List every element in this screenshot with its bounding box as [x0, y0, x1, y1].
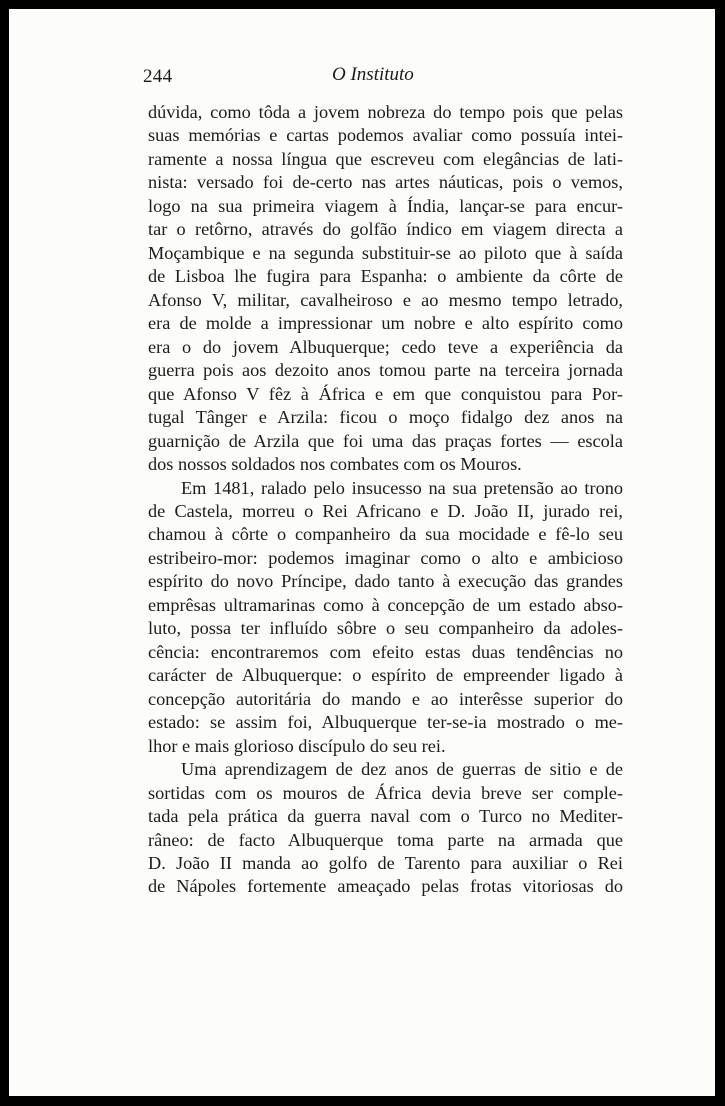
text-line: Afonso V, militar, cavalheiroso e ao mesmo tempo letrado, — [148, 289, 623, 310]
text-line: lhor e mais glorioso discípulo do seu rei. — [148, 735, 446, 756]
text-line: de Lisboa lhe fugira para Espanha: o ambiente da côrte de — [148, 266, 623, 287]
text-line: D. João II manda ao golfo de Tarento para auxiliar o Rei — [148, 853, 623, 873]
paragraph-1 — [148, 101, 623, 477]
text-line: suas memórias e cartas podemos avaliar como possuía intei- — [148, 125, 623, 146]
journal-title: O Instituto — [332, 64, 414, 85]
text-line: sortidas com os mouros de África devia breve ser comple- — [148, 782, 623, 803]
text-line: espírito do novo Príncipe, dado tanto à execução das grandes — [148, 571, 623, 592]
text-line: dúvida, como tôda a jovem nobreza do tempo pois que pelas — [148, 102, 623, 122]
text-line: era de molde a impressionar um nobre e alto espírito como — [148, 313, 623, 334]
text-line: tada pela prática da guerra naval com o Turco no Mediter- — [148, 806, 623, 827]
text-line: logo na sua primeira viagem à Índia, lançar-se para encur- — [148, 195, 623, 216]
text-line: Moçambique e na segunda substituir-se ao piloto que à saída — [148, 242, 623, 263]
text-line: emprêsas ultramarinas como à concepção de um estado abso- — [148, 594, 623, 615]
text-line: tar o retôrno, através do golfão índico em viagem directa a — [148, 219, 623, 240]
body-text — [148, 101, 623, 899]
text-line: dos nossos soldados nos combates com os Mouros. — [148, 454, 522, 475]
text-line: Em 1481, ralado pelo insucesso na sua pretensão ao trono — [181, 477, 623, 498]
text-line: nista: versado foi de-certo nas artes náuticas, pois o vemos, — [148, 172, 623, 193]
text-line: Uma aprendizagem de dez anos de guerras de sitio e de — [181, 759, 623, 780]
paragraph-2 — [148, 477, 623, 759]
text-line: guarnição de Arzila que foi uma das praças fortes — escola — [148, 430, 623, 451]
book-page — [9, 9, 715, 1096]
text-line: estribeiro-mor: podemos imaginar como o alto e ambicioso — [148, 547, 623, 568]
text-line: ramente a nossa língua que escreveu com elegâncias de lati- — [148, 148, 623, 169]
text-line: carácter de Albuquerque: o espírito de empreender ligado à — [148, 665, 623, 686]
paragraph-3 — [148, 758, 623, 899]
text-line: râneo: de facto Albuquerque toma parte na armada que — [148, 829, 623, 850]
text-line: tugal Tânger e Arzila: ficou o moço fidalgo dez anos na — [148, 407, 623, 428]
text-line: era o do jovem Albuquerque; cedo teve a experiência da — [148, 336, 623, 357]
text-line: estado: se assim foi, Albuquerque ter-se-ia mostrado o me- — [148, 712, 623, 733]
text-line: luto, possa ter influído sôbre o seu companheiro da adoles- — [148, 618, 623, 639]
text-line: guerra pois aos dezoito anos tomou parte na terceira jornada — [148, 360, 623, 381]
running-head — [9, 9, 715, 89]
text-line: que Afonso V fêz à África e em que conquistou para Por- — [148, 383, 623, 404]
text-line: cência: encontraremos com efeito estas duas tendências no — [148, 641, 623, 662]
text-line: de Nápoles fortemente ameaçado pelas frotas vitoriosas do — [148, 876, 623, 897]
text-line: chamou à côrte o companheiro da sua mocidade e fê-lo seu — [148, 524, 623, 545]
page-number: 244 — [143, 66, 173, 87]
text-line: concepção autoritária do mando e ao interêsse superior do — [148, 688, 623, 709]
text-line: de Castela, morreu o Rei Africano e D. João II, jurado rei, — [148, 500, 623, 521]
